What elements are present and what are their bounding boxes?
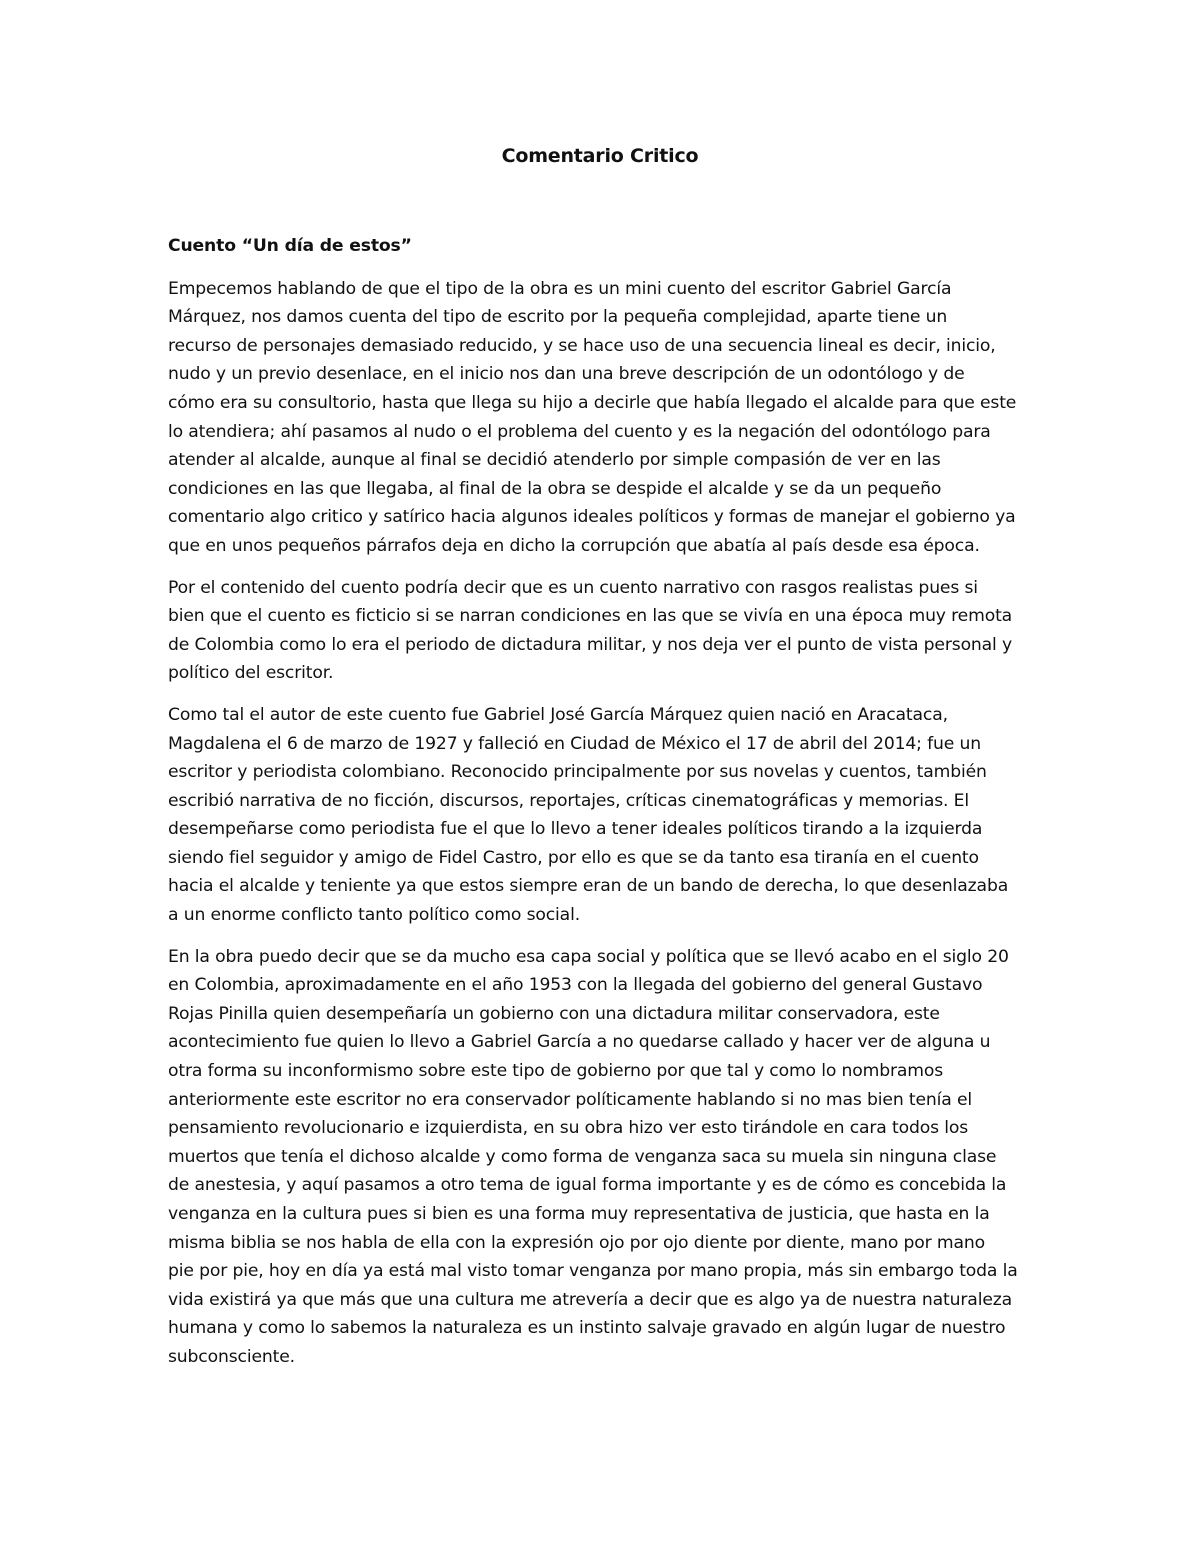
text-line: en Colombia, aproximadamente en el año 1953 con la llegada del gobierno del general Gustavo (168, 975, 983, 996)
text-line: hacia el alcalde y teniente ya que estos siempre eran de un bando de derecha, lo que desenlazaba (168, 876, 1009, 897)
text-line: venganza en la cultura pues si bien es una forma muy representativa de justicia, que hasta en la (168, 1204, 990, 1224)
text-line: misma biblia se nos habla de ella con la expresión ojo por ojo diente por diente, mano por mano (168, 1232, 985, 1253)
text-line: Como tal el autor de este cuento fue Gabriel José García Márquez quien nació en Aracataca, (168, 704, 948, 725)
document-title: Comentario Critico (501, 145, 699, 167)
text-line: comentario algo critico y satírico hacia algunos ideales políticos y formas de manejar el gobierno ya (168, 507, 1016, 528)
text-line: Empecemos hablando de que el tipo de la obra es un mini cuento del escritor Gabriel García (168, 278, 952, 299)
paragraph-3 (168, 701, 1043, 930)
text-line: escritor y periodista colombiano. Reconocido principalmente por sus novelas y cuentos, también (168, 762, 987, 783)
text-line: humana y como lo sabemos la naturaleza es un instinto salvaje gravado en algún lugar de nuestro (168, 1318, 1006, 1339)
text-line: siendo fiel seguidor y amigo de Fidel Castro, por ello es que se da tanto esa tiranía en el cuento (168, 847, 979, 868)
story-subtitle: Cuento “Un día de estos” (168, 236, 412, 256)
text-line: Márquez, nos damos cuenta del tipo de escrito por la pequeña complejidad, aparte tiene un (168, 307, 948, 328)
text-line: acontecimiento fue quien lo llevo a Gabriel García a no quedarse callado y hacer ver de alguna u (168, 1032, 991, 1053)
text-line: a un enorme conflicto tanto político como social. (168, 905, 581, 926)
paragraph-2 (168, 574, 1043, 688)
document-body (168, 232, 1043, 1385)
text-line: que en unos pequeños párrafos deja en dicho la corrupción que abatía al país desde esa época. (168, 535, 980, 556)
text-line: de Colombia como lo era el periodo de dictadura militar, y nos deja ver el punto de vista personal y (168, 634, 1013, 655)
text-line: Magdalena el 6 de marzo de 1927 y falleció en Ciudad de México el 17 de abril del 2014; fue un (168, 733, 981, 754)
text-line: político del escritor. (168, 663, 334, 684)
text-line: lo atendiera; ahí pasamos al nudo o el problema del cuento y es la negación del odontólogo para (168, 421, 991, 442)
text-line: nudo y un previo desenlace, en el inicio nos dan una breve descripción de un odontólogo y de (168, 364, 965, 385)
text-line: muertos que tenía el dichoso alcalde y como forma de venganza saca su muela sin ninguna clase (168, 1146, 997, 1167)
text-line: de anestesia, y aquí pasamos a otro tema de igual forma importante y es de cómo es concebida la (168, 1175, 1007, 1196)
text-line: atender al alcalde, aunque al final se decidió atenderlo por simple compasión de ver en las (168, 450, 941, 471)
text-line: bien que el cuento es ficticio si se narran condiciones en las que se vivía en una época muy remota (168, 606, 1013, 627)
text-line: escribió narrativa de no ficción, discursos, reportajes, críticas cinematográficas y memorias. El (168, 790, 969, 811)
text-line: otra forma su inconformismo sobre este tipo de gobierno por que tal y como lo nombramos (168, 1061, 944, 1082)
paragraph-4 (168, 943, 1043, 1372)
text-line: Por el contenido del cuento podría decir que es un cuento narrativo con rasgos realistas pues si (168, 577, 978, 598)
text-line: pie por pie, hoy en día ya está mal visto tomar venganza por mano propia, más sin embargo toda la (168, 1261, 1018, 1282)
text-line: pensamiento revolucionario e izquierdista, en su obra hizo ver esto tirándole en cara todos los (168, 1118, 968, 1139)
text-line: recurso de personajes demasiado reducido, y se hace uso de una secuencia lineal es decir, inicio, (168, 335, 996, 356)
text-line: condiciones en las que llegaba, al final de la obra se despide el alcalde y se da un pequeño (168, 478, 942, 499)
paragraph-1 (168, 275, 1043, 561)
text-line: cómo era su consultorio, hasta que llega su hijo a decirle que había llegado el alcalde para que este (168, 392, 1017, 413)
text-line: desempeñarse como periodista fue el que lo llevo a tener ideales políticos tirando a la izquierda (168, 819, 983, 840)
text-line: En la obra puedo decir que se da mucho esa capa social y política que se llevó acabo en el siglo 20 (168, 946, 1009, 967)
text-line: Rojas Pinilla quien desempeñaría un gobierno con una dictadura militar conservadora, este (168, 1003, 940, 1024)
text-line: subconsciente. (168, 1346, 295, 1367)
text-line: vida existirá ya que más que una cultura me atrevería a decir que es algo ya de nuestra naturaleza (168, 1289, 1012, 1310)
text-line: anteriormente este escritor no era conservador políticamente hablando si no mas bien tenía el (168, 1089, 973, 1110)
